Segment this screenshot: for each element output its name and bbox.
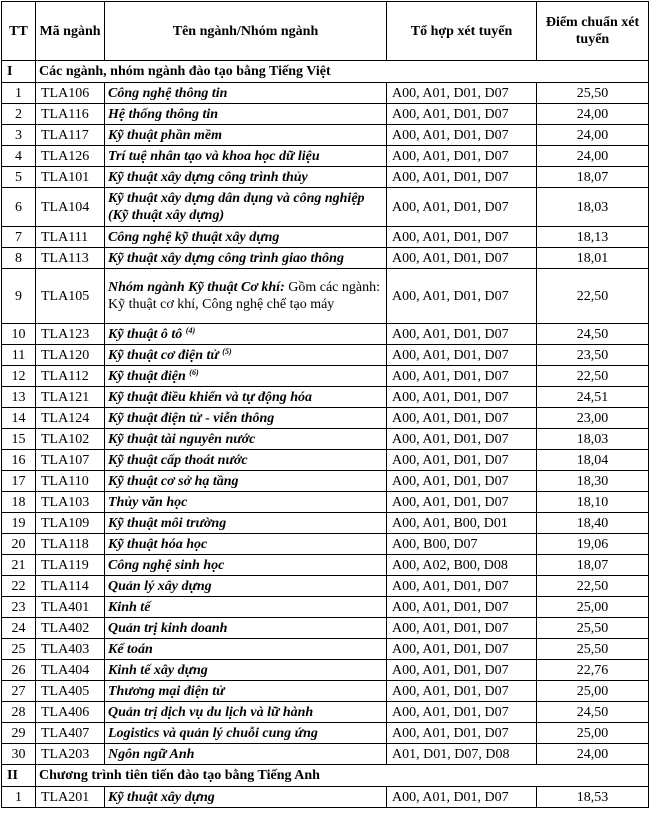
row-number: 8 (2, 248, 36, 269)
header-row (2, 2, 649, 61)
cutoff-score: 24,00 (537, 104, 649, 125)
table-row (2, 83, 649, 104)
cutoff-score: 24,50 (537, 324, 649, 345)
cutoff-score: 19,06 (537, 534, 649, 555)
table-row (2, 660, 649, 681)
major-name (105, 104, 387, 125)
major-name (105, 188, 387, 227)
major-code: TLA110 (36, 471, 105, 492)
major-code: TLA123 (36, 324, 105, 345)
major-code: TLA403 (36, 639, 105, 660)
subject-combination: A00, A01, D01, D07 (387, 345, 537, 366)
row-number: 28 (2, 702, 36, 723)
subject-combination: A00, A01, D01, D07 (387, 125, 537, 146)
table-row (2, 227, 649, 248)
major-name (105, 408, 387, 429)
cutoff-score: 18,30 (537, 471, 649, 492)
footnote-marker: (4) (185, 325, 196, 335)
cutoff-score: 18,01 (537, 248, 649, 269)
cutoff-score: 18,40 (537, 513, 649, 534)
major-name-text: Kỹ thuật tài nguyên nước (108, 431, 256, 447)
major-name (105, 227, 387, 248)
major-code: TLA120 (36, 345, 105, 366)
table-row (2, 269, 649, 324)
cutoff-score: 18,03 (537, 429, 649, 450)
major-name (105, 83, 387, 104)
cutoff-score: 18,07 (537, 555, 649, 576)
major-name (105, 702, 387, 723)
major-code: TLA404 (36, 660, 105, 681)
cutoff-score: 25,50 (537, 639, 649, 660)
major-name-text: Công nghệ kỹ thuật xây dựng (108, 229, 280, 245)
major-name (105, 269, 387, 324)
subject-combination: A00, A01, D01, D07 (387, 450, 537, 471)
row-number: 12 (2, 366, 36, 387)
major-name-text: Kinh tế xây dựng (108, 662, 208, 678)
cutoff-score: 18,03 (537, 188, 649, 227)
major-name-text: Quản trị kinh doanh (108, 620, 228, 636)
major-name-text: Logistics và quản lý chuỗi cung ứng (108, 725, 318, 741)
table-row (2, 188, 649, 227)
header-score: Điểm chuẩn xét tuyển (537, 2, 649, 61)
section-title: Chương trình tiên tiến đào tạo bằng Tiếng Anh (36, 765, 649, 787)
row-number: 1 (2, 83, 36, 104)
row-number: 21 (2, 555, 36, 576)
major-name (105, 167, 387, 188)
row-number: 29 (2, 723, 36, 744)
row-number: 16 (2, 450, 36, 471)
major-name-text: Kinh tế (108, 599, 151, 615)
major-name (105, 660, 387, 681)
table-body (2, 61, 649, 808)
major-name-text: Quản lý xây dựng (108, 578, 212, 594)
header-name: Tên ngành/Nhóm ngành (105, 2, 387, 61)
cutoff-score: 25,50 (537, 83, 649, 104)
major-code: TLA114 (36, 576, 105, 597)
major-name (105, 450, 387, 471)
major-code: TLA107 (36, 450, 105, 471)
major-name-text: Công nghệ sinh học (108, 557, 225, 573)
major-name (105, 555, 387, 576)
footnote-marker: (6) (189, 367, 199, 377)
table-row (2, 555, 649, 576)
table-row (2, 576, 649, 597)
major-code: TLA112 (36, 366, 105, 387)
major-name (105, 324, 387, 345)
table-row (2, 104, 649, 125)
major-code: TLA203 (36, 744, 105, 765)
subject-combination: A00, A01, D01, D07 (387, 366, 537, 387)
major-name-text: Kỹ thuật ô tô (108, 326, 183, 342)
footnote-marker: (5) (222, 346, 232, 356)
major-name-text: Kỹ thuật cơ sở hạ tầng (108, 473, 239, 489)
major-name (105, 345, 387, 366)
major-code: TLA111 (36, 227, 105, 248)
subject-combination: A00, A01, D01, D07 (387, 702, 537, 723)
cutoff-score: 24,50 (537, 702, 649, 723)
major-name (105, 681, 387, 702)
table-row (2, 534, 649, 555)
major-name (105, 576, 387, 597)
major-name (105, 597, 387, 618)
cutoff-score: 18,04 (537, 450, 649, 471)
major-code: TLA109 (36, 513, 105, 534)
table-row (2, 387, 649, 408)
table-row (2, 345, 649, 366)
cutoff-score: 24,00 (537, 125, 649, 146)
major-name (105, 146, 387, 167)
subject-combination: A00, A01, D01, D07 (387, 787, 537, 808)
table-row (2, 146, 649, 167)
cutoff-score: 22,50 (537, 366, 649, 387)
table-row (2, 450, 649, 471)
table-row (2, 597, 649, 618)
major-code: TLA105 (36, 269, 105, 324)
subject-combination: A00, A01, D01, D07 (387, 723, 537, 744)
table-row (2, 787, 649, 808)
major-name-text: Kỹ thuật môi trường (108, 515, 227, 531)
cutoff-score: 24,00 (537, 146, 649, 167)
subject-combination: A00, A01, B00, D01 (387, 513, 537, 534)
major-code: TLA407 (36, 723, 105, 744)
subject-combination: A00, A01, D01, D07 (387, 492, 537, 513)
major-name-text: Quản trị dịch vụ du lịch và lữ hành (108, 704, 314, 720)
row-number: 27 (2, 681, 36, 702)
subject-combination: A00, A01, D01, D07 (387, 269, 537, 324)
row-number: 19 (2, 513, 36, 534)
subject-combination: A00, A01, D01, D07 (387, 324, 537, 345)
table-row (2, 492, 649, 513)
major-code: TLA113 (36, 248, 105, 269)
subject-combination: A01, D01, D07, D08 (387, 744, 537, 765)
header-code: Mã ngành (36, 2, 105, 61)
table-row (2, 513, 649, 534)
major-name-text: Kỹ thuật cấp thoát nước (108, 452, 248, 468)
subject-combination: A00, A01, D01, D07 (387, 146, 537, 167)
cutoff-score: 25,00 (537, 597, 649, 618)
row-number: 9 (2, 269, 36, 324)
major-code: TLA401 (36, 597, 105, 618)
row-number: 15 (2, 429, 36, 450)
row-number: 11 (2, 345, 36, 366)
major-name-text: Trí tuệ nhân tạo và khoa học dữ liệu (108, 148, 320, 164)
section-row (2, 765, 649, 787)
major-name-text: Công nghệ thông tin (108, 85, 228, 101)
major-code: TLA126 (36, 146, 105, 167)
major-name-text: Kỹ thuật cơ điện tử (108, 347, 219, 363)
major-name-text: Ngôn ngữ Anh (108, 746, 195, 762)
major-code: TLA116 (36, 104, 105, 125)
table-row (2, 248, 649, 269)
major-name (105, 387, 387, 408)
major-name-text: Kỹ thuật xây dựng công trình giao thông (108, 250, 344, 266)
section-row (2, 61, 649, 83)
table-row (2, 744, 649, 765)
major-name (105, 429, 387, 450)
row-number: 26 (2, 660, 36, 681)
major-code: TLA406 (36, 702, 105, 723)
subject-combination: A00, A01, D01, D07 (387, 83, 537, 104)
major-code: TLA201 (36, 787, 105, 808)
table-row (2, 639, 649, 660)
table-row (2, 681, 649, 702)
row-number: 6 (2, 188, 36, 227)
major-name (105, 618, 387, 639)
subject-combination: A00, A01, D01, D07 (387, 387, 537, 408)
major-name-text: Kỹ thuật điện (108, 368, 186, 384)
cutoff-score: 25,00 (537, 723, 649, 744)
major-code: TLA402 (36, 618, 105, 639)
cutoff-score: 18,07 (537, 167, 649, 188)
subject-combination: A00, A01, D01, D07 (387, 471, 537, 492)
row-number: 17 (2, 471, 36, 492)
row-number: 20 (2, 534, 36, 555)
section-title: Các ngành, nhóm ngành đào tạo bằng Tiếng Việt (36, 61, 649, 83)
row-number: 5 (2, 167, 36, 188)
major-code: TLA121 (36, 387, 105, 408)
major-name-text: Hệ thống thông tin (108, 106, 219, 122)
major-name-text: Kỹ thuật phần mềm (108, 127, 222, 143)
major-code: TLA124 (36, 408, 105, 429)
major-name (105, 471, 387, 492)
section-number: II (2, 765, 36, 787)
header-tt: TT (2, 2, 36, 61)
cutoff-score: 22,76 (537, 660, 649, 681)
row-number: 3 (2, 125, 36, 146)
major-name-text: Kỹ thuật điện tử - viễn thông (108, 410, 275, 426)
major-name-text: Thương mại điện tử (108, 683, 225, 699)
major-code: TLA103 (36, 492, 105, 513)
section-number: I (2, 61, 36, 83)
major-name-text: Kỹ thuật xây dựng công trình thủy (108, 169, 308, 185)
subject-combination: A00, A01, D01, D07 (387, 408, 537, 429)
cutoff-score: 18,10 (537, 492, 649, 513)
subject-combination: A00, A01, D01, D07 (387, 576, 537, 597)
subject-combination: A00, A01, D01, D07 (387, 167, 537, 188)
table-row (2, 408, 649, 429)
major-name (105, 248, 387, 269)
major-code: TLA102 (36, 429, 105, 450)
cutoff-score: 18,53 (537, 787, 649, 808)
major-name (105, 534, 387, 555)
major-name (105, 639, 387, 660)
major-name (105, 787, 387, 808)
table-row (2, 167, 649, 188)
row-number: 30 (2, 744, 36, 765)
cutoff-score: 25,00 (537, 681, 649, 702)
major-name (105, 723, 387, 744)
major-code: TLA118 (36, 534, 105, 555)
table-row (2, 471, 649, 492)
cutoff-score: 23,00 (537, 408, 649, 429)
major-name (105, 366, 387, 387)
major-code: TLA119 (36, 555, 105, 576)
major-name-description: Gồm các ngành: Kỹ thuật cơ khí, Công nghệ chế tạo máy (108, 280, 380, 312)
major-name-text: Nhóm ngành Kỹ thuật Cơ khí: (108, 280, 285, 295)
row-number: 10 (2, 324, 36, 345)
cutoff-score: 22,50 (537, 576, 649, 597)
table-row (2, 723, 649, 744)
subject-combination: A00, A01, D01, D07 (387, 248, 537, 269)
subject-combination: A00, A01, D01, D07 (387, 227, 537, 248)
major-name-text: Kỹ thuật hóa học (108, 536, 208, 552)
cutoff-score: 24,51 (537, 387, 649, 408)
major-name (105, 744, 387, 765)
row-number: 23 (2, 597, 36, 618)
subject-combination: A00, A01, D01, D07 (387, 597, 537, 618)
table-row (2, 618, 649, 639)
major-name-text: Kỹ thuật xây dựng (108, 789, 215, 805)
admission-scores-table (1, 1, 649, 808)
table-row (2, 429, 649, 450)
subject-combination: A00, A02, B00, D08 (387, 555, 537, 576)
subject-combination: A00, A01, D01, D07 (387, 618, 537, 639)
major-name-text: Thủy văn học (108, 494, 188, 510)
cutoff-score: 22,50 (537, 269, 649, 324)
row-number: 1 (2, 787, 36, 808)
subject-combination: A00, A01, D01, D07 (387, 104, 537, 125)
row-number: 4 (2, 146, 36, 167)
row-number: 22 (2, 576, 36, 597)
major-code: TLA117 (36, 125, 105, 146)
row-number: 2 (2, 104, 36, 125)
subject-combination: A00, B00, D07 (387, 534, 537, 555)
row-number: 18 (2, 492, 36, 513)
major-name (105, 492, 387, 513)
table-row (2, 366, 649, 387)
subject-combination: A00, A01, D01, D07 (387, 660, 537, 681)
cutoff-score: 24,00 (537, 744, 649, 765)
cutoff-score: 18,13 (537, 227, 649, 248)
major-name (105, 125, 387, 146)
subject-combination: A00, A01, D01, D07 (387, 639, 537, 660)
row-number: 13 (2, 387, 36, 408)
major-name-text: Kỹ thuật điều khiển và tự động hóa (108, 389, 313, 405)
row-number: 14 (2, 408, 36, 429)
row-number: 24 (2, 618, 36, 639)
header-combo: Tổ hợp xét tuyển (387, 2, 537, 61)
major-code: TLA104 (36, 188, 105, 227)
subject-combination: A00, A01, D01, D07 (387, 188, 537, 227)
table-row (2, 324, 649, 345)
major-code: TLA106 (36, 83, 105, 104)
subject-combination: A00, A01, D01, D07 (387, 429, 537, 450)
table-row (2, 125, 649, 146)
row-number: 7 (2, 227, 36, 248)
table-row (2, 702, 649, 723)
row-number: 25 (2, 639, 36, 660)
major-name (105, 513, 387, 534)
major-code: TLA405 (36, 681, 105, 702)
cutoff-score: 23,50 (537, 345, 649, 366)
major-code: TLA101 (36, 167, 105, 188)
subject-combination: A00, A01, D01, D07 (387, 681, 537, 702)
cutoff-score: 25,50 (537, 618, 649, 639)
major-name-text: Kỹ thuật xây dựng dân dụng và công nghiệp (Kỹ thuật xây dựng) (108, 191, 365, 223)
major-name-text: Kế toán (108, 641, 153, 657)
